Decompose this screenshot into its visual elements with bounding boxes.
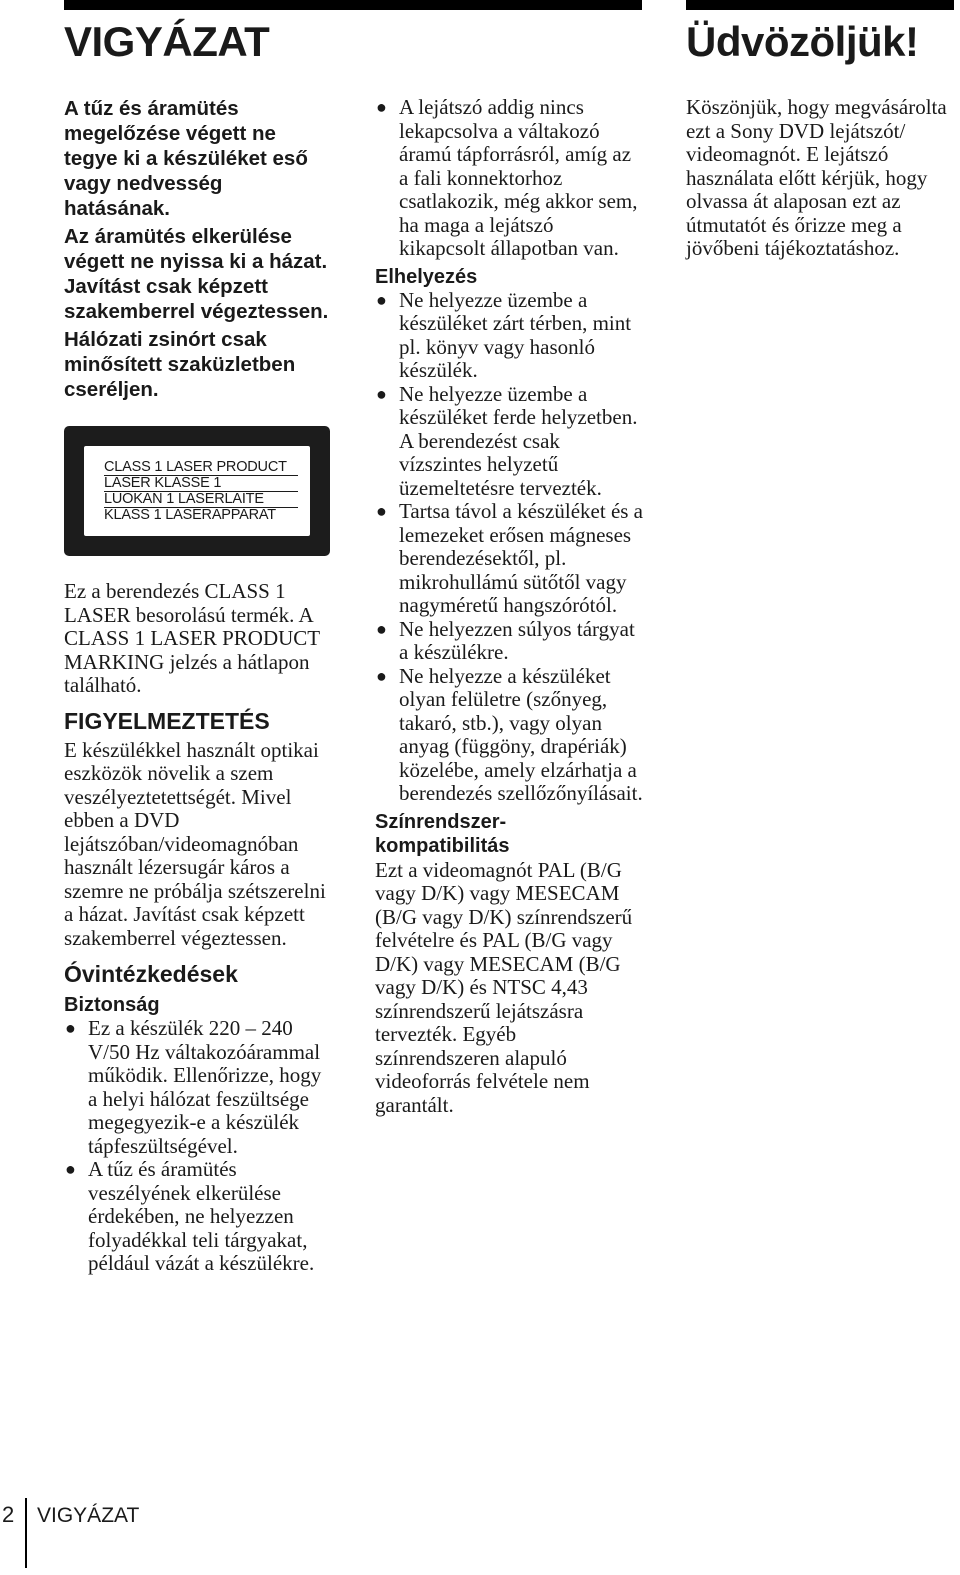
list-item: ● A tűz és áramütés veszélyének elkerülése érdekében, ne helyezzen folyadékkal teli tárgyakat, például vázát a készülékre.	[65, 1157, 315, 1275]
placement-list	[375, 289, 643, 806]
top-rule-right	[686, 0, 954, 10]
caution-heading: FIGYELMEZTETÉS	[64, 707, 270, 734]
bullet-icon: ●	[65, 1159, 76, 1179]
page-number: 2	[2, 1502, 15, 1527]
color-system-text: Ezt a videomagnót PAL (B/G vagy D/K) vagy MESECAM (B/G vagy D/K) színrendszerű felvételre és PAL (B/G vagy D/K) vagy MESECAM (B/G vagy D/K) és NTSC 4,43 színrendszerű lejátszásra tervezték. Egyéb színrendszeren alapuló videoforrás felvétele nem garantált.	[375, 857, 633, 1117]
bullet-icon: ●	[376, 501, 387, 521]
color-system-heading: Színrendszer- kompatibilitás	[375, 810, 510, 857]
list-item: ● A lejátszó addig nincs lekapcsolva a váltakozó áramú tápforrásról, amíg az a fali konnektorhoz csatlakozik, még akkor sem, ha maga a lejátszó kikapcsolt állapotban van.	[376, 95, 638, 260]
column-3	[686, 96, 954, 261]
laser-label-line: LUOKAN 1 LASERLAITE	[104, 491, 298, 508]
list-item: ● Ne helyezze üzembe a készüléket ferde helyzetben. A berendezést csak vízszintes helyzetű üzemeltetésre tervezték.	[376, 381, 638, 500]
laser-class-text: Ez a berendezés CLASS 1 LASER besorolású termék. A CLASS 1 LASER PRODUCT MARKING jelzés a hátlapon található.	[64, 579, 320, 697]
list-item: ● Ez a készülék 220 – 240 V/50 Hz váltakozóárammal működik. Ellenőrizze, hogy a helyi hálózat feszültsége megegyezik-e a készülék tápfeszültségével.	[65, 1016, 322, 1158]
footer-section-label: VIGYÁZAT	[37, 1504, 140, 1527]
warning-paragraph-2: Az áramütés elkerülése végett ne nyissa ki a házat. Javítást csak képzett szakemberrel végeztessen.	[64, 225, 329, 323]
welcome-text: Köszönjük, hogy megvásárolta ezt a Sony DVD lejátszót/ videomagnót. E lejátszó használata előtt kérjük, hogy olvassa át alaposan ezt az útmutatót és őrizze meg a jövőbeni tájékoztatáshoz.	[686, 95, 947, 260]
list-item: ● Ne helyezze üzembe a készüléket zárt térben, mint pl. könyv vagy hasonló készülék.	[376, 287, 632, 382]
warning-paragraph-3: Hálózati zsinórt csak minősített szaküzletben cseréljen.	[64, 328, 296, 401]
power-list	[375, 96, 643, 261]
bullet-icon: ●	[376, 289, 387, 310]
safety-list	[64, 1017, 334, 1276]
placement-heading: Elhelyezés	[375, 265, 478, 288]
list-item: ● Ne helyezze a készüléket olyan felületre (szőnyeg, takaró, stb.), vagy olyan anyag (függöny, drapériák) közelébe, amely elzárhatja a berendezés szellőzőnyílásait.	[376, 663, 643, 805]
bullet-icon: ●	[376, 618, 387, 639]
bullet-icon: ●	[65, 1018, 76, 1038]
column-1	[64, 96, 334, 1276]
laser-label-line: KLASS 1 LASERAPPARAT	[104, 507, 276, 523]
safety-heading: Biztonság	[64, 994, 160, 1016]
laser-label-line: LASER KLASSE 1	[104, 475, 298, 492]
list-item: ● Tartsa távol a készüléket és a lemezeket erősen mágneses berendezésektől, pl. mikrohullámú sütőtől vagy nagyméretű hangszórótól.	[376, 499, 644, 617]
bullet-icon: ●	[376, 665, 387, 686]
precautions-heading: Óvintézkedések	[64, 961, 238, 987]
page-title-udvozoljuk: Üdvözöljük!	[686, 18, 919, 65]
warning-paragraph-1: A tűz és áramütés megelőzése végett ne tegye ki a készüléket eső vagy nedvesség hatásának.	[64, 97, 308, 220]
page-title-vigyazat: VIGYÁZAT	[64, 18, 270, 65]
column-2	[375, 96, 643, 1117]
bullet-icon: ●	[376, 97, 387, 117]
caution-text: E készülékkel használt optikai eszközök növelik a szem veszélyeztetettségét. Mivel ebben a DVD lejátszóban/videomagnóban használt lézersugár káros a szemre ne próbálja szétszerelni a házat. Javítást csak képzett szakemberrel végeztessen.	[64, 737, 326, 950]
laser-label-line: CLASS 1 LASER PRODUCT	[104, 459, 298, 476]
bullet-icon: ●	[376, 383, 387, 404]
list-item: ● Ne helyezzen súlyos tárgyat a készülékre.	[376, 616, 635, 664]
fire-shock-warning	[64, 96, 334, 402]
footer-divider	[25, 1498, 27, 1568]
laser-product-label	[64, 426, 330, 556]
laser-label-inner	[84, 446, 310, 536]
top-rule-left	[64, 0, 642, 10]
